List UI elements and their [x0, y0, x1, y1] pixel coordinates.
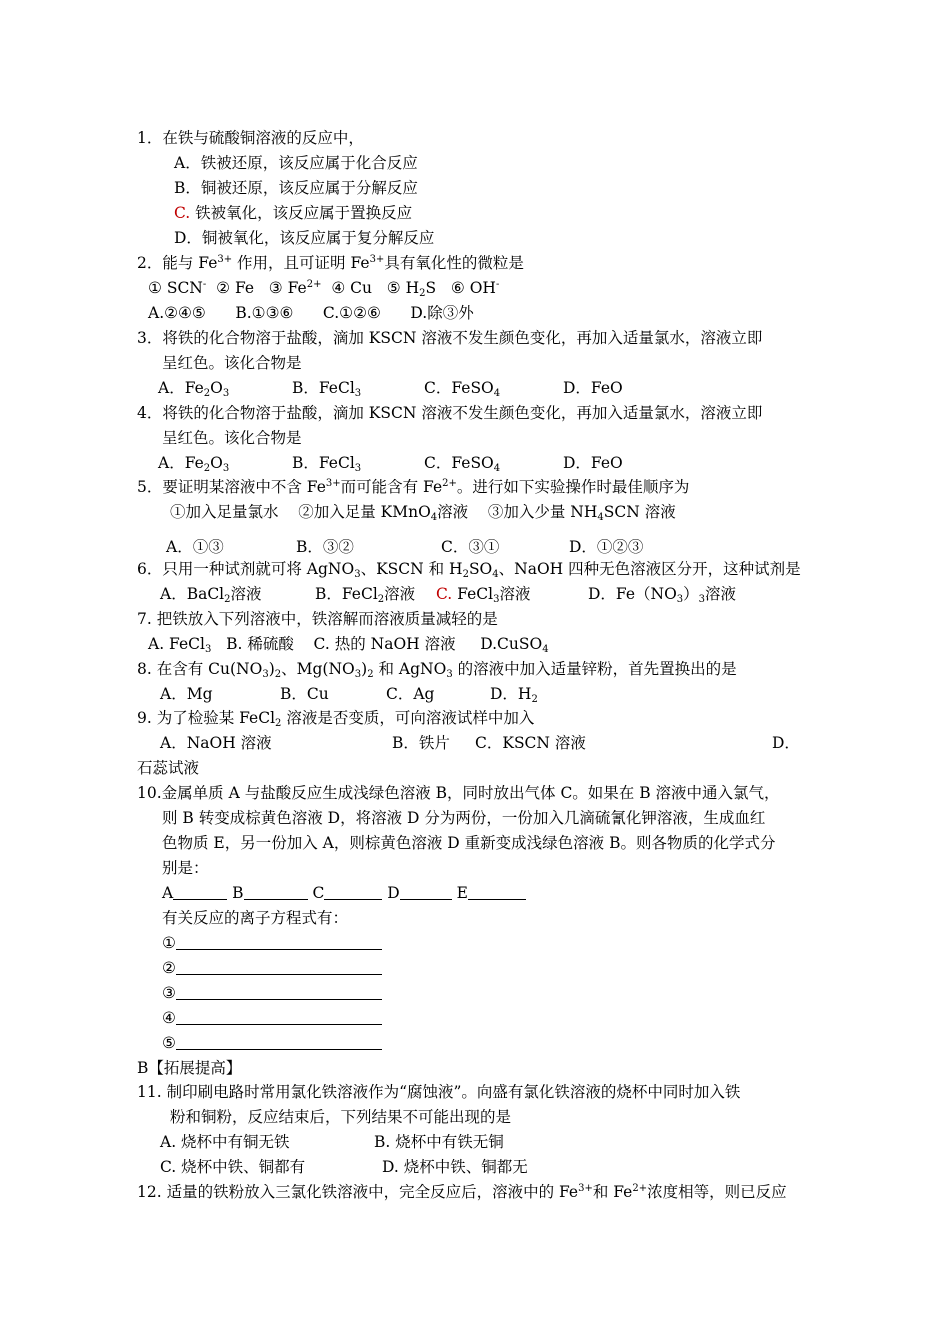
- q3-stem-line2: 呈红色。该化合物是: [162, 354, 302, 372]
- q11-option-a: A. 烧杯中有铜无铁: [160, 1133, 290, 1151]
- q10-line4: 别是：: [162, 859, 209, 877]
- q11-option-d: D. 烧杯中铁、铜都无: [382, 1158, 528, 1176]
- q8-option-d: D．$H_2$: [490, 685, 538, 705]
- q8-option-b: B．Cu: [280, 685, 329, 703]
- q6-option-b: B．FeCl$_2$溶液: [315, 585, 416, 605]
- q10-answer-blanks: A B C D E: [162, 883, 526, 903]
- blank-b[interactable]: [244, 884, 308, 900]
- q10-equation-2: ②: [162, 958, 382, 978]
- q8-option-a: A．Mg: [160, 685, 213, 703]
- q1-option-b: B．铜被还原，该反应属于分解反应: [174, 179, 418, 197]
- q9-option-a: A．NaOH 溶液: [160, 734, 272, 752]
- q6-option-c: C. FeCl$_3$溶液: [436, 585, 531, 605]
- q1-option-c: C. 铁被氧化，该反应属于置换反应: [174, 204, 413, 222]
- section-b-heading: B【拓展提高】: [137, 1059, 242, 1077]
- q1-stem: 1．在铁与硫酸铜溶液的反应中，: [137, 129, 364, 147]
- q1-answer-letter: C.: [174, 204, 191, 222]
- q5-operations: ①加入足量氯水 ②加入足量 KMnO$_4$溶液 ③加入少量 $NH_4SCN$ 溶液: [170, 503, 676, 523]
- equation-blank-5[interactable]: [176, 1034, 382, 1050]
- q4-option-c: C．FeSO$_4$: [424, 454, 501, 474]
- blank-e[interactable]: [468, 884, 526, 900]
- q10-line3: 色物质 E，另一份加入 A，则棕黄色溶液 D 重新变成浅绿色溶液 B。则各物质的化学式分: [162, 834, 776, 852]
- q6-option-d: D．$Fe(NO_3)_3$溶液: [588, 585, 737, 605]
- q5-option-d: D．①②③: [569, 538, 644, 556]
- q5-option-c: C．③①: [441, 538, 500, 556]
- q6-answer-letter: C.: [436, 585, 453, 603]
- q3-stem-line1: 3．将铁的化合物溶于盐酸，滴加 KSCN 溶液不发生颜色变化，再加入适量氯水，溶液立即: [137, 329, 763, 347]
- q9-option-b: B．铁片: [392, 734, 450, 752]
- q11-option-b: B. 烧杯中有铁无铜: [374, 1133, 504, 1151]
- q10-line2: 则 B 转变成棕黄色溶液 D，将溶液 D 分为两份，一份加入几滴硫氰化钾溶液，生成血红: [162, 809, 766, 827]
- q2-options: A.②④⑤ B.①③⑥ C.①②⑥ D.除③外: [148, 304, 474, 322]
- q5-option-a: A．①③: [166, 538, 224, 556]
- q1-option-d: D．铜被氧化，该反应属于复分解反应: [174, 229, 435, 247]
- q10-equations-intro: 有关反应的离子方程式有：: [162, 909, 349, 927]
- q5-stem: 5．要证明某溶液中不含 $Fe^{3+}$而可能含有 $Fe^{2+}$。进行如下实验操作时最佳顺序为: [137, 478, 690, 496]
- q9-option-c: C．KSCN 溶液: [475, 734, 586, 752]
- q12-stem: 12. 适量的铁粉放入三氯化铁溶液中，完全反应后，溶液中的 $Fe^{3+}$和 $Fe^{2+}$浓度相等，则已反应: [137, 1183, 787, 1201]
- equation-blank-3[interactable]: [176, 984, 382, 1000]
- q11-line1: 11. 制印刷电路时常用氯化铁溶液作为“腐蚀液”。向盛有氯化铁溶液的烧杯中同时加入铁: [137, 1083, 741, 1101]
- q10-equation-4: ④: [162, 1008, 382, 1028]
- q2-species: ① SCN- ② Fe ③ $Fe^{2+}$ ④ Cu ⑤ $H_2S$ ⑥ OH-: [148, 279, 500, 299]
- q9-option-d-cont: 石蕊试液: [137, 759, 200, 777]
- blank-a[interactable]: [173, 884, 227, 900]
- q9-option-d: D．: [772, 734, 800, 752]
- q3-option-b: B．FeCl$_3$: [292, 379, 362, 399]
- blank-c[interactable]: [324, 884, 382, 900]
- q4-option-a: A．$Fe_2O_3$: [158, 454, 230, 474]
- q6-stem: 6．只用一种试剂就可将 AgNO$_3$、KSCN 和 $H_2SO_4$、NaOH 四种无色溶液区分开，这种试剂是: [137, 560, 801, 580]
- q3-option-d: D．FeO: [563, 379, 623, 397]
- q8-option-c: C．Ag: [386, 685, 435, 703]
- q4-stem-line2: 呈红色。该化合物是: [162, 429, 302, 447]
- equation-blank-1[interactable]: [176, 934, 382, 950]
- q10-line1: 10.金属单质 A 与盐酸反应生成浅绿色溶液 B，同时放出气体 C。如果在 B 溶液中通入氯气，: [137, 784, 780, 802]
- q7-stem: 7. 把铁放入下列溶液中，铁溶解而溶液质量减轻的是: [137, 610, 498, 628]
- q4-option-b: B．FeCl$_3$: [292, 454, 362, 474]
- q2-stem: 2．能与 $Fe^{3+}$ 作用，且可证明 $Fe^{3+}$具有氧化性的微粒是: [137, 254, 524, 272]
- q1-option-a: A．铁被还原，该反应属于化合反应: [174, 154, 418, 172]
- q3-option-c: C．FeSO$_4$: [424, 379, 501, 399]
- q7-options: A. FeCl$_3$ B. 稀硫酸 C. 热的 NaOH 溶液 D.CuSO$_4$: [148, 635, 549, 655]
- q4-option-d: D．FeO: [563, 454, 623, 472]
- q8-stem: 8. 在含有 $Cu(NO_3)_2$、$Mg(NO_3)_2$ 和 AgNO$_3$ 的溶液中加入适量锌粉，首先置换出的是: [137, 660, 737, 680]
- q10-equation-5: ⑤: [162, 1033, 382, 1053]
- q11-option-c: C. 烧杯中铁、铜都有: [160, 1158, 306, 1176]
- equation-blank-2[interactable]: [176, 959, 382, 975]
- q6-option-a: A．BaCl$_2$溶液: [160, 585, 262, 605]
- q9-stem: 9. 为了检验某 FeCl$_2$ 溶液是否变质，可向溶液试样中加入: [137, 709, 535, 729]
- blank-d[interactable]: [400, 884, 452, 900]
- q5-option-b: B．③②: [296, 538, 354, 556]
- equation-blank-4[interactable]: [176, 1009, 382, 1025]
- q3-option-a: A．$Fe_2O_3$: [158, 379, 230, 399]
- q11-line2: 粉和铜粉，反应结束后，下列结果不可能出现的是: [170, 1108, 512, 1126]
- q4-stem-line1: 4．将铁的化合物溶于盐酸，滴加 KSCN 溶液不发生颜色变化，再加入适量氯水，溶液立即: [137, 404, 763, 422]
- q10-equation-3: ③: [162, 983, 382, 1003]
- q10-equation-1: ①: [162, 933, 382, 953]
